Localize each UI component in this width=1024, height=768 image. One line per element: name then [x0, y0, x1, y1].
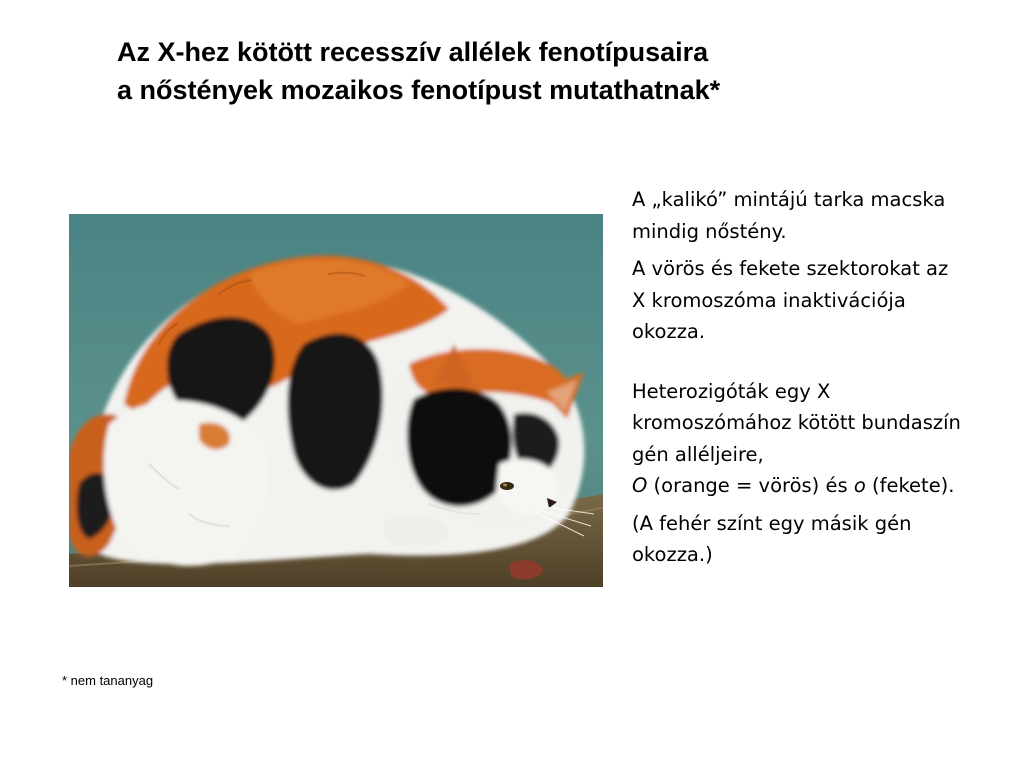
- footnote: * nem tananyag: [62, 673, 154, 688]
- slide-title-line-1: Az X-hez kötött recesszív allélek fenotípusaira: [117, 37, 709, 67]
- heterozygote-statement: [632, 376, 962, 502]
- calico-female-statement: A „kalikó” mintájú tarka macska mindig nőstény.: [632, 188, 946, 243]
- allele-o-label: o: [853, 474, 866, 497]
- slide-body-text: [632, 184, 962, 577]
- orange-allele-description: (orange = vörös) és: [647, 474, 854, 497]
- slide-title: [117, 33, 917, 109]
- slide-title-line-2: a nőstények mozaikos fenotípust mutathatnak*: [117, 75, 721, 105]
- calico-cat-photo: [69, 214, 603, 587]
- black-allele-description: (fekete).: [865, 474, 955, 497]
- heterozygote-text-start: Heterozigóták egy X kromoszómához kötött bundaszín gén alléljeire,: [632, 379, 961, 466]
- white-gene-note: (A fehér színt egy másik gén okozza.): [632, 511, 912, 566]
- x-inactivation-statement: A vörös és fekete szektorokat az X kromoszóma inaktivációja okozza.: [632, 257, 949, 343]
- allele-O-label: O: [632, 474, 648, 497]
